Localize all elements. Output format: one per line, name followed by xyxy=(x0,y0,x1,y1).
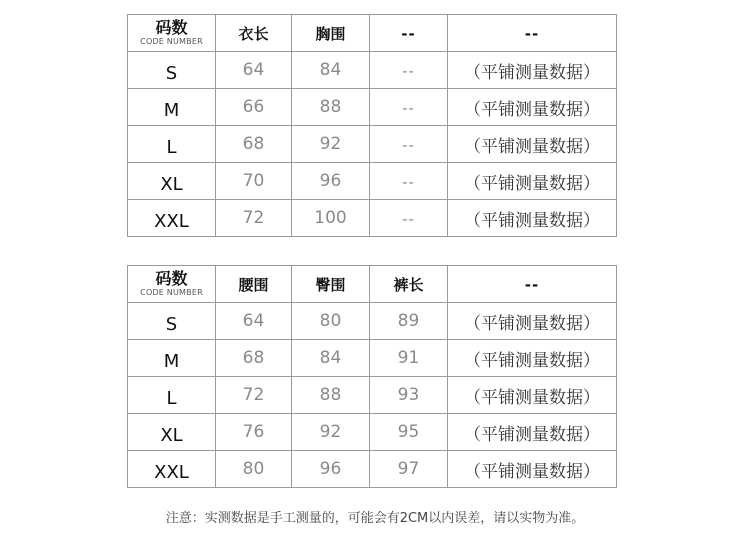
size-cell-text: S xyxy=(165,62,178,84)
measurement-cell-text: -- xyxy=(402,209,415,228)
size-cell-text: L xyxy=(166,136,177,158)
note-cell-text: （平铺测量数据） xyxy=(464,99,600,120)
measurement-cell-text: 64 xyxy=(242,60,265,80)
bottom-size-table xyxy=(127,265,617,488)
size-cell xyxy=(128,340,216,377)
measurement-cell-text: 96 xyxy=(319,459,342,479)
size-cell-text: M xyxy=(163,350,180,372)
measurement-cell xyxy=(370,52,448,89)
note-cell xyxy=(448,126,617,163)
measurement-cell-text: 84 xyxy=(319,348,342,368)
size-cell xyxy=(128,377,216,414)
header-row xyxy=(128,15,617,52)
table-row xyxy=(128,303,617,340)
size-cell-text: L xyxy=(166,387,177,409)
column-header-col3 xyxy=(292,266,370,303)
table-row xyxy=(128,451,617,488)
column-header-col4-text: 裤长 xyxy=(393,275,424,294)
measurement-cell xyxy=(216,200,292,237)
note-cell xyxy=(448,163,617,200)
column-header-col2-text: 衣长 xyxy=(238,24,269,43)
note-cell xyxy=(448,200,617,237)
code-number-sublabel: CODE NUMBER xyxy=(140,288,203,297)
note-cell-text: （平铺测量数据） xyxy=(464,387,600,408)
measurement-cell-text: 96 xyxy=(319,171,342,191)
measurement-cell xyxy=(370,414,448,451)
measurement-cell xyxy=(292,200,370,237)
column-header-col2 xyxy=(216,15,292,52)
code-number-sublabel: CODE NUMBER xyxy=(140,37,203,46)
measurement-cell xyxy=(292,163,370,200)
measurement-cell xyxy=(370,451,448,488)
column-header-col5-text: -- xyxy=(524,24,540,43)
measurement-cell-text: 72 xyxy=(242,208,265,228)
measurement-cell xyxy=(216,163,292,200)
measurement-cell-text: 88 xyxy=(319,97,342,117)
size-cell-text: XXL xyxy=(154,461,189,483)
measurement-cell xyxy=(370,126,448,163)
size-cell xyxy=(128,303,216,340)
measurement-cell-text: 68 xyxy=(242,348,265,368)
note-cell xyxy=(448,377,617,414)
column-header-col3-text: 胸围 xyxy=(315,24,346,43)
measurement-cell xyxy=(216,52,292,89)
measurement-cell xyxy=(370,303,448,340)
measurement-cell-text: 64 xyxy=(242,311,265,331)
size-cell-text: M xyxy=(163,99,180,121)
note-cell-text: （平铺测量数据） xyxy=(464,173,600,194)
note-cell-text: （平铺测量数据） xyxy=(464,62,600,83)
measurement-cell-text: 89 xyxy=(397,311,420,331)
measurement-cell xyxy=(292,89,370,126)
measurement-cell xyxy=(292,414,370,451)
measurement-cell xyxy=(216,377,292,414)
size-cell xyxy=(128,52,216,89)
header-row xyxy=(128,266,617,303)
table-row xyxy=(128,377,617,414)
note-cell-text: （平铺测量数据） xyxy=(464,210,600,231)
measurement-cell-text: 92 xyxy=(319,134,342,154)
size-cell xyxy=(128,163,216,200)
note-cell-text: （平铺测量数据） xyxy=(464,424,600,445)
column-header-col4-text: -- xyxy=(401,24,416,43)
note-cell xyxy=(448,89,617,126)
table-row xyxy=(128,340,617,377)
measurement-cell xyxy=(370,200,448,237)
measurement-cell-text: 93 xyxy=(397,385,420,405)
measurement-cell xyxy=(292,451,370,488)
measurement-cell xyxy=(292,377,370,414)
measurement-cell-text: -- xyxy=(402,135,415,154)
column-header-col2 xyxy=(216,266,292,303)
measurement-cell xyxy=(370,377,448,414)
measurement-cell xyxy=(216,340,292,377)
column-header-col4 xyxy=(370,266,448,303)
note-cell-text: （平铺测量数据） xyxy=(464,350,600,371)
note-cell xyxy=(448,340,617,377)
measurement-cell-text: 68 xyxy=(242,134,265,154)
measurement-cell-text: 76 xyxy=(242,422,265,442)
measurement-cell xyxy=(292,340,370,377)
column-header-col5 xyxy=(448,15,617,52)
measurement-cell-text: 84 xyxy=(319,60,342,80)
column-header-col4 xyxy=(370,15,448,52)
note-cell-text: （平铺测量数据） xyxy=(464,136,600,157)
size-cell-text: XL xyxy=(160,173,183,195)
measurement-cell-text: 97 xyxy=(397,459,420,479)
measurement-cell-text: 80 xyxy=(319,311,342,331)
column-header-col2-text: 腰围 xyxy=(238,275,269,294)
code-number-label: 码数 xyxy=(155,18,188,37)
measurement-cell xyxy=(216,89,292,126)
size-cell-text: XXL xyxy=(154,210,189,232)
note-cell-text: （平铺测量数据） xyxy=(464,313,600,334)
table-row xyxy=(128,52,617,89)
top-size-table xyxy=(127,14,617,237)
measurement-cell xyxy=(216,126,292,163)
column-header-col3-text: 臀围 xyxy=(315,275,346,294)
measurement-cell-text: 70 xyxy=(242,171,265,191)
table-row xyxy=(128,200,617,237)
size-cell xyxy=(128,89,216,126)
note-cell xyxy=(448,451,617,488)
note-cell xyxy=(448,414,617,451)
size-cell xyxy=(128,451,216,488)
note-cell-text: （平铺测量数据） xyxy=(464,461,600,482)
measurement-cell xyxy=(292,303,370,340)
table-row xyxy=(128,89,617,126)
code-number-header xyxy=(128,15,216,52)
note-cell xyxy=(448,303,617,340)
measurement-cell xyxy=(216,451,292,488)
measurement-cell xyxy=(370,340,448,377)
measurement-cell-text: 88 xyxy=(319,385,342,405)
measurement-cell-text: -- xyxy=(402,61,415,80)
table-row xyxy=(128,126,617,163)
measurement-cell-text: 66 xyxy=(242,97,265,117)
code-number-label: 码数 xyxy=(155,269,188,288)
note-cell xyxy=(448,52,617,89)
size-cell-text: S xyxy=(165,313,178,335)
measurement-cell xyxy=(370,89,448,126)
measurement-cell-text: 100 xyxy=(314,208,347,228)
size-cell xyxy=(128,126,216,163)
column-header-col3 xyxy=(292,15,370,52)
measurement-disclaimer: 注意：实测数据是手工测量的，可能会有2CM以内误差，请以实物为准。 xyxy=(165,511,585,526)
measurement-cell xyxy=(216,303,292,340)
size-cell-text: XL xyxy=(160,424,183,446)
measurement-cell xyxy=(292,52,370,89)
measurement-cell-text: 80 xyxy=(242,459,265,479)
measurement-cell-text: 72 xyxy=(242,385,265,405)
size-cell xyxy=(128,200,216,237)
code-number-header xyxy=(128,266,216,303)
column-header-col5 xyxy=(448,266,617,303)
measurement-cell-text: 95 xyxy=(397,422,420,442)
measurement-cell-text: 91 xyxy=(397,348,420,368)
table-row xyxy=(128,163,617,200)
measurement-cell-text: -- xyxy=(402,172,415,191)
measurement-cell-text: -- xyxy=(402,98,415,117)
column-header-col5-text: -- xyxy=(524,275,540,294)
measurement-cell xyxy=(370,163,448,200)
table-row xyxy=(128,414,617,451)
measurement-cell xyxy=(292,126,370,163)
measurement-cell-text: 92 xyxy=(319,422,342,442)
size-cell xyxy=(128,414,216,451)
measurement-cell xyxy=(216,414,292,451)
